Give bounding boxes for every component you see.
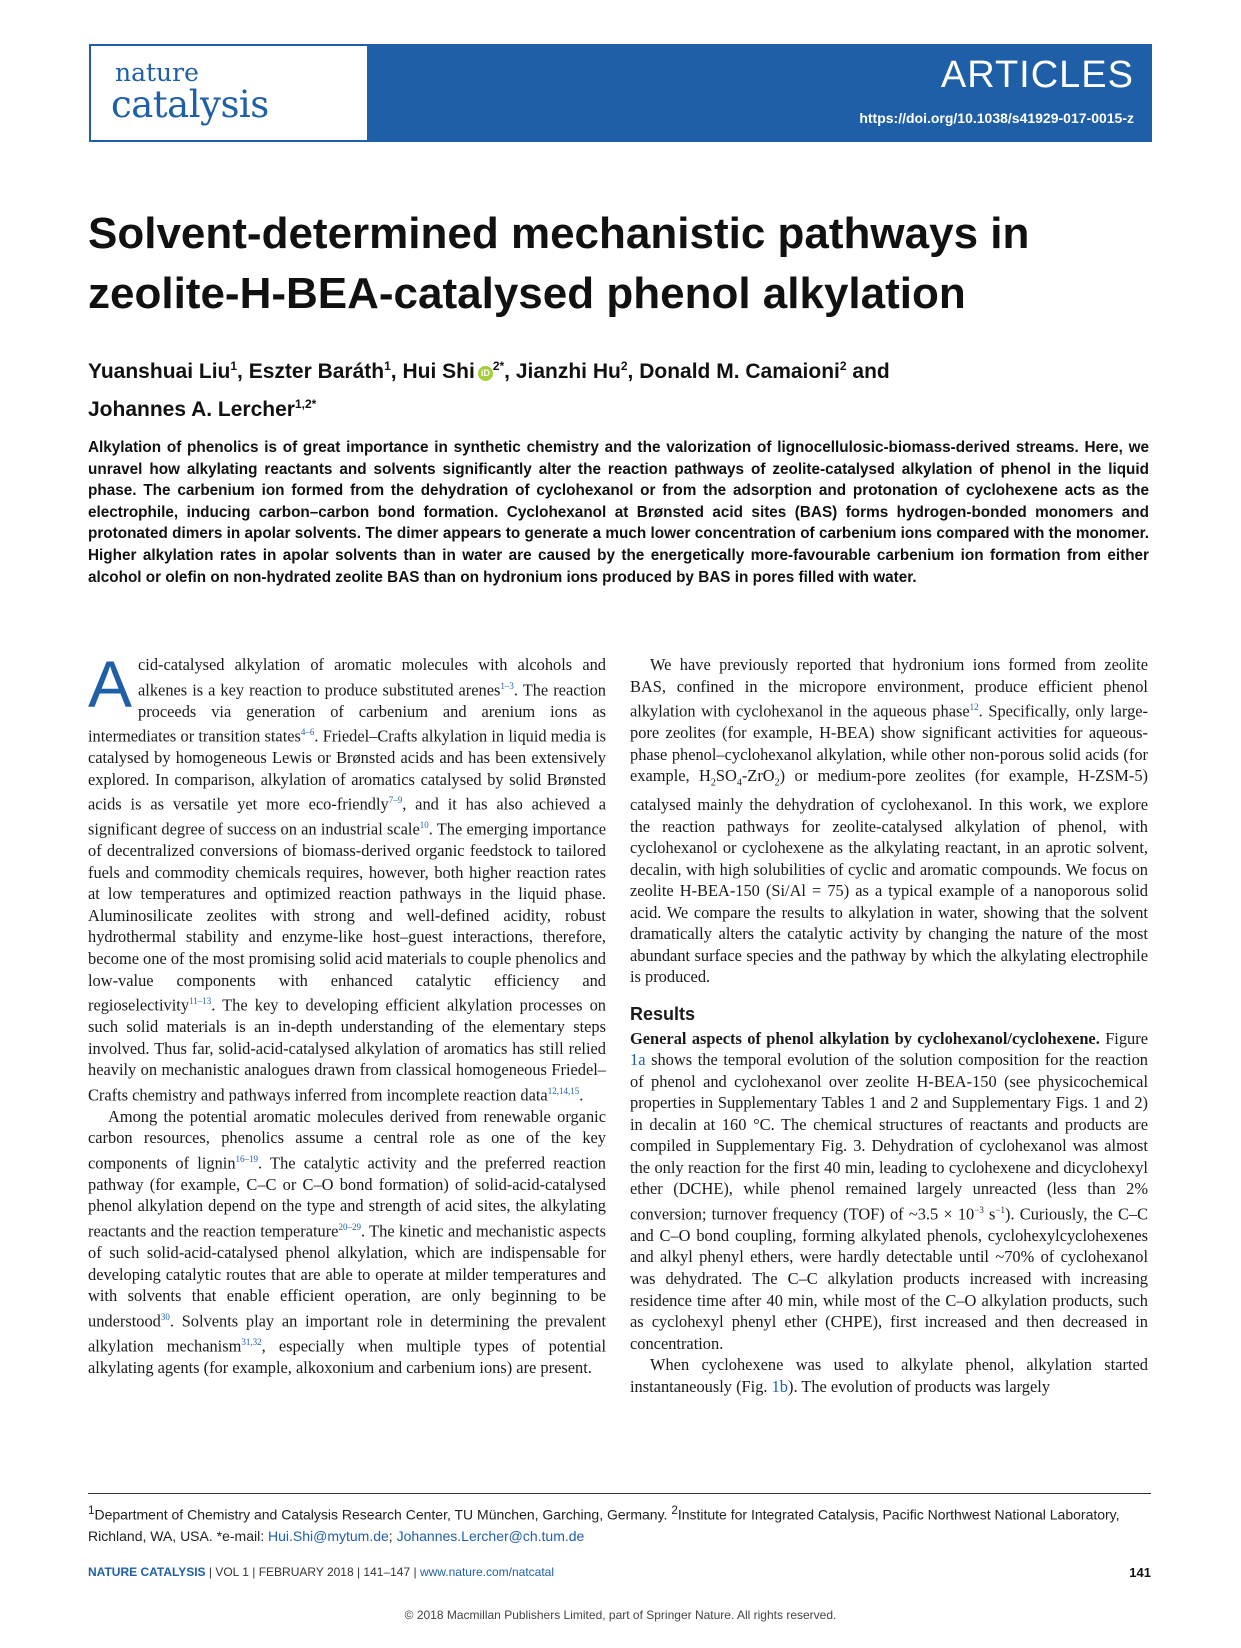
author-name[interactable]: Johannes A. Lercher [88, 398, 295, 421]
journal-logo[interactable] [91, 46, 367, 140]
citation-link[interactable]: 7–9 [388, 795, 403, 806]
citation-link[interactable]: 4–6 [300, 727, 315, 738]
logo-line-catalysis: catalysis [111, 83, 269, 126]
article-title: Solvent-determined mechanistic pathways in zeolite-H-BEA-catalysed phenol alkylation [88, 209, 1030, 318]
body-column-right [630, 654, 1148, 1397]
author-name[interactable]: Yuanshuai Liu [88, 360, 231, 383]
copyright-notice: © 2018 Macmillan Publishers Limited, part of Springer Nature. All rights reserved. [404, 1608, 837, 1622]
section-heading-results: Results [630, 1003, 696, 1024]
affiliation-footnote: $^1$Department of Chemistry and Catalysis Research Center, TU München, Garching, Germany. $^2$Institute for Integrated Catalysis, Pacific Northwest National Laboratory, Richland, WA, USA. *e-mail: Hui.Shi@mytum.de; Johannes.Lercher@ch.tum.de [88, 1504, 1120, 1544]
citation-link[interactable]: 12,14,15 [547, 1085, 580, 1096]
email-link[interactable]: Johannes.Lercher@ch.tum.de [396, 1527, 585, 1544]
footer-journal-name: NATURE CATALYSIS [88, 1565, 206, 1579]
author-name[interactable]: Hui Shi [402, 360, 475, 383]
citation-link[interactable]: 12 [969, 702, 979, 713]
citation-link[interactable]: 31,32 [241, 1336, 262, 1347]
citation-link[interactable]: 1–3 [500, 680, 514, 691]
subsection-heading: General aspects of phenol alkylation by cyclohexanol/cyclohexene. [630, 1028, 1100, 1048]
affiliation-mark: 2* [492, 359, 505, 373]
section-label: ARTICLES [940, 54, 1134, 96]
body-paragraph: General aspects of phenol alkylation by cyclohexanol/cyclohexene. Figure 1a shows the temporal evolution of the solution composition for the reaction of phenol and cyclohexanol over zeolite H-BEA-150 (see physicochemical properties in Supplementary Tables 1 and 2 and Supplementary Figs. 1 and 2) in decalin at 160 °C. The chemical structures of reactants and products are compiled in Supplementary Fig. 3. Dehydration of cyclohexanol was almost the only reaction for the first 40 min, leading to cyclohexene and dicyclohexyl ether (DCHE), while phenol remained largely unreacted (less than 2% conversion; turnover frequency (TOF) of ~3.5 × $10^{-3}$ $s^{-1}$). Curiously, the C–C and C–O bond coupling, forming alkylated phenols, cyclohexylcyclohexenes and alkyl phenyl ethers, were hardly detectable until ~70% of cyclohexanol was dehydrated. The C–C alkylation products increased with increasing residence time after 40 min, while most of the C–O alkylation products, such as cyclohexyl phenyl ether (CHPE), first increased and then decreased in concentration. [630, 1028, 1149, 1353]
abstract: Alkylation of phenolics is of great importance in synthetic chemistry and the valorization of lignocellulosic-biomass-derived streams. Here, we unravel how alkylating reactants and solvents significantly alter the reaction pathways of zeolite-catalysed alkylation of phenol in the liquid phase. The carbenium ion formed from the dehydration of cyclohexanol or from the adsorption and protonation of cyclohexene acts as the electrophile, inducing carbon–carbon bond formation. Cyclohexanol at Brønsted acid sites (BAS) forms hydrogen-bonded monomers and protonated dimers in apolar solvents. The dimer appears to generate a much lower concentration of carbenium ions compared with the monomer. Higher alkylation rates in apolar solvents than in water are caused by the energetically more-favourable carbenium ion formation from either alcohol or olefin on non-hydrated zeolite BAS than on hydronium ions produced by BAS in pores filled with water. [88, 439, 1149, 586]
page-footer [88, 1565, 1151, 1579]
affiliation-mark: 1,2* [294, 397, 317, 411]
author-name[interactable]: Jianzhi Hu [515, 360, 621, 383]
author-name[interactable]: Donald M. Camaioni [639, 360, 840, 383]
body-paragraph: When cyclohexene was used to alkylate phenol, alkylation started instantaneously (Fig. 1b). The evolution of products was largely [630, 1355, 1148, 1396]
body-paragraph: Acid-catalysed alkylation of aromatic molecules with alcohols and alkenes is a key reaction to produce substituted arenes$^{1-3}$. The reaction proceeds via generation of carbenium and arenium ions as intermediates or transition states$^{4-6}$. Friedel–Crafts alkylation in liquid media is catalysed by homogeneous Lewis or Brønsted acids and has been extensively explored. In comparison, alkylation of aromatics catalysed by solid Brønsted acids is as versatile yet more eco-friendly$^{7-9}$, and it has also achieved a significant degree of success on an industrial scale$^{10}$. The emerging importance of decentralized conversions of biomass-derived organic feedstock to tailored fuels and commodity chemicals requires, however, both higher reaction rates at low temperatures and optimized reaction pathways in the liquid phase. Aluminosilicate zeolites with strong and well-defined acidity, robust hydrothermal stability and enzyme-like host–guest interactions, therefore, become one of the most promising solid acid materials to couple phenolics and low-value components with enhanced catalytic efficiency and regioselectivity$^{11-13}$. The key to developing efficient alkylation processes on such solid materials is an in-depth understanding of the elementary steps involved. Thus far, solid-acid-catalysed alkylation of aromatics has still relied heavily on mechanistic analogues drawn from classical homogeneous Friedel–Crafts chemistry and pathways inferred from incomplete reaction data$^{12,14,15}$. [88, 647, 607, 1105]
affiliation-mark: 2 [839, 359, 847, 373]
affiliation-mark: 1 [230, 359, 238, 373]
footer-issue-info: | VOL 1 | FEBRUARY 2018 | 141–147 | [205, 1565, 420, 1579]
body-column-left [88, 647, 607, 1378]
page-number: 141 [1129, 1565, 1151, 1580]
citation-link[interactable]: 16–19 [235, 1153, 259, 1164]
citation-link[interactable]: 11–13 [189, 996, 212, 1007]
figure-link[interactable]: 1b [771, 1376, 788, 1396]
figure-link[interactable]: 1a [630, 1050, 646, 1070]
body-paragraph: Among the potential aromatic molecules derived from renewable organic carbon resources, phenolics assume a central role as one of the key components of lignin$^{16-19}$. The catalytic activity and the preferred reaction pathway (for example, C–C or C–O bond formation) of solid-acid-catalysed phenol alkylation depend on the type and strength of acid sites, the alkylating reactants and the reaction temperature$^{20-29}$. The kinetic and mechanistic aspects of such solid-acid-catalysed phenol alkylation, which are indispensable for developing catalytic routes that are able to operate at milder temperatures and with solvents that enable efficient operation, are only beginning to be understood$^{30}$. Solvents play an important role in determining the prevalent alkylation mechanism$^{31,32}$, especially when multiple types of potential alkylating agents (for example, alkoxonium and carbenium ions) are present. [88, 1106, 607, 1377]
citation-link[interactable]: 30 [160, 1311, 170, 1322]
drop-cap: A [88, 647, 133, 721]
logo-line-nature: nature [115, 58, 199, 87]
journal-header [89, 44, 1152, 142]
orcid-icon[interactable]: iD [478, 366, 493, 381]
footnote-divider [88, 1493, 1151, 1494]
footer-journal-url[interactable]: www.nature.com/natcatal [419, 1565, 554, 1579]
citation-link[interactable]: 10 [419, 820, 429, 831]
doi-link[interactable]: https://doi.org/10.1038/s41929-017-0015-z [859, 110, 1134, 126]
author-list: Yuanshuai Liu$^1$, Eszter Baráth$^1$, Hui Shi iD $^{2*}$, Jianzhi Hu$^2$, Donald M. Camaioni$^2$ and Johannes A. Lercher$^{1,2*}$ [88, 359, 890, 421]
body-paragraph: We have previously reported that hydronium ions formed from zeolite BAS, confined in the micropore environment, produce efficient phenol alkylation with cyclohexanol in the aqueous phase$^{12}$. Specifically, only large-pore zeolites (for example, H-BEA) show significant activities for aqueous-phase phenol–cyclohexanol alkylation, while other non-porous solid acids (for example, $H_2SO_4-ZrO_2$) or medium-pore zeolites (for example, H-ZSM-5) catalysed mainly the dehydration of cyclohexanol. In this work, we explore the reaction pathways for zeolite-catalysed alkylation of phenol, with cyclohexanol or cyclohexene as the alkylating reactant, in an aprotic solvent, decalin, with high solubilities of cyclic and aromatic compounds. We focus on zeolite H-BEA-150 (Si/Al = 75) as a typical example of a nanoporous solid acid. We compare the results to alkylation in water, showing that the solvent dramatically alters the catalytic activity by changing the nature of the most abundant surface species and the pathway by which the alkylating electrophile is produced. [630, 655, 1148, 987]
email-link[interactable]: Hui.Shi@mytum.de [267, 1527, 389, 1544]
author-conjunction: and [852, 360, 890, 383]
affiliation-mark: 2 [620, 359, 628, 373]
affiliation-mark: 1 [384, 359, 391, 373]
citation-link[interactable]: 20–29 [338, 1221, 361, 1232]
author-name[interactable]: Eszter Baráth [248, 360, 385, 383]
